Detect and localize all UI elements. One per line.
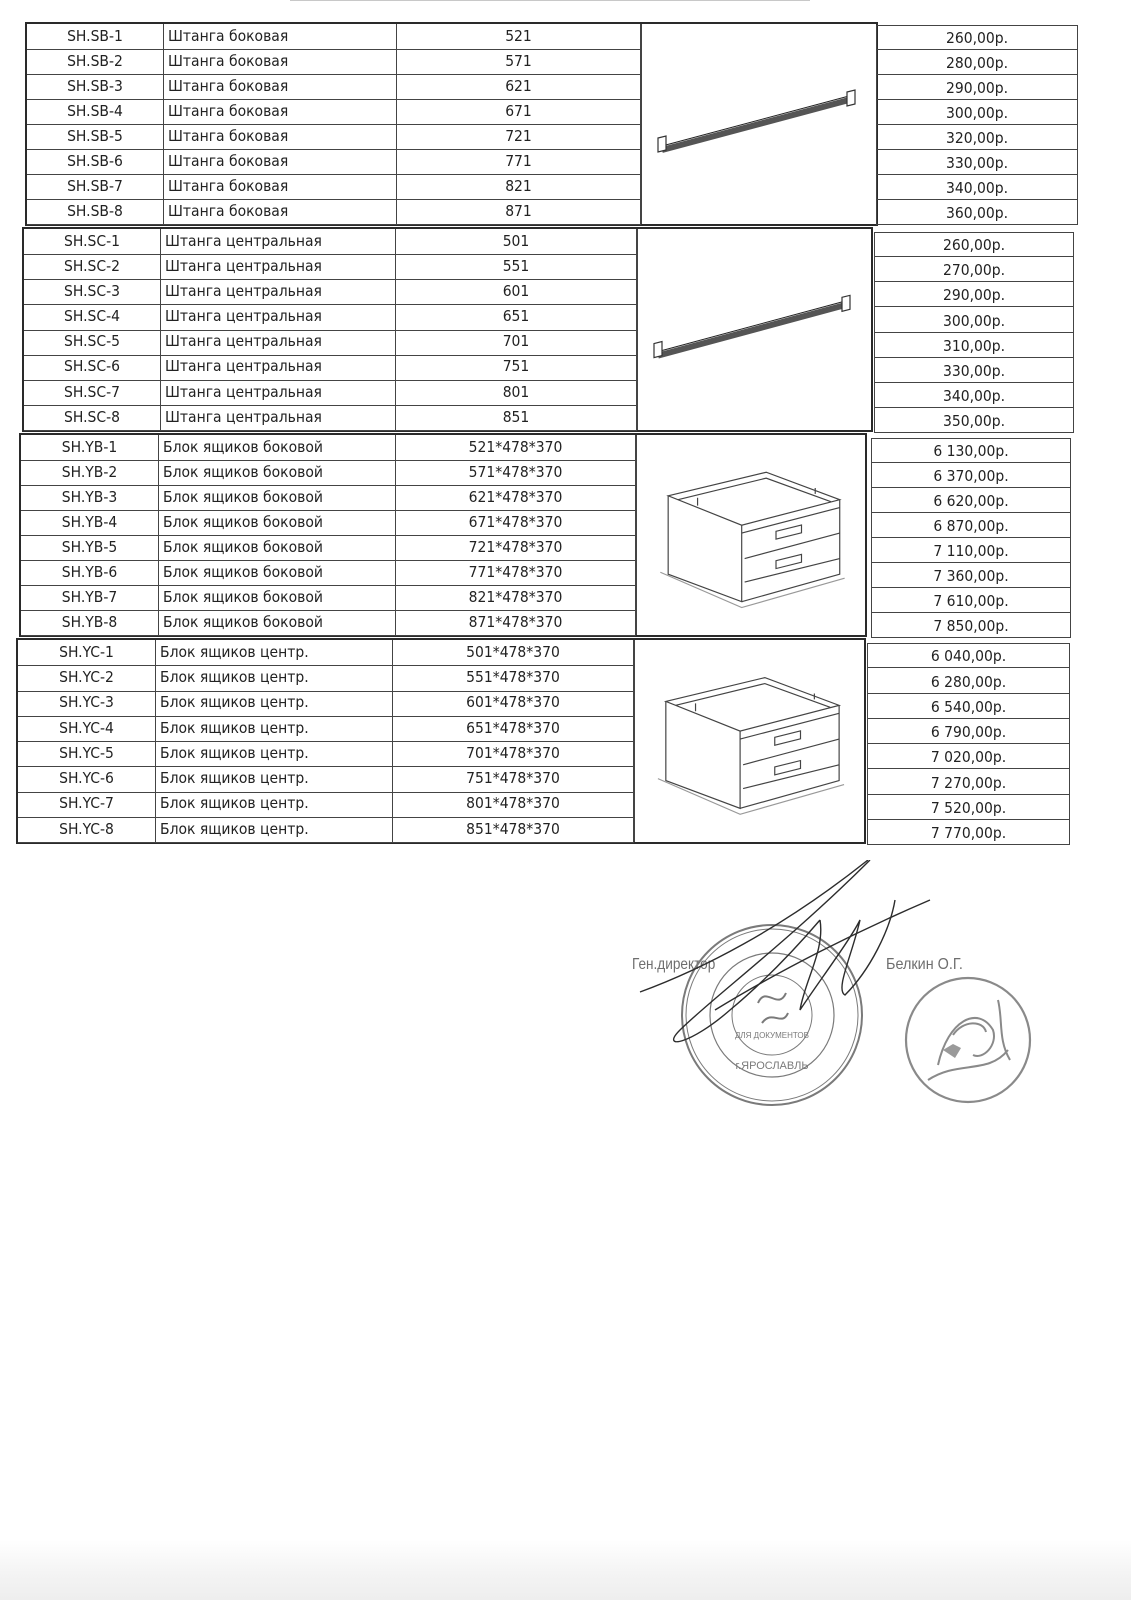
product-price: 6 540,00р. xyxy=(867,694,1070,719)
product-price: 7 020,00р. xyxy=(867,744,1070,769)
product-name: Штанга центральная xyxy=(161,279,396,304)
product-price: 330,00р. xyxy=(874,358,1074,383)
product-name: Штанга центральная xyxy=(161,304,396,329)
product-name: Блок ящиков центр. xyxy=(156,665,393,690)
table-row xyxy=(18,640,634,666)
side-rod-drawing xyxy=(641,24,877,224)
product-code: SH.YB-4 xyxy=(21,510,159,535)
table-row xyxy=(21,485,636,511)
table-row xyxy=(27,74,641,100)
product-code: SH.YC-7 xyxy=(18,792,156,817)
product-code: SH.SB-2 xyxy=(27,49,164,74)
product-size: 671 xyxy=(397,99,641,124)
product-size: 671*478*370 xyxy=(396,510,636,535)
product-code: SH.SB-6 xyxy=(27,149,164,174)
product-code: SH.SC-4 xyxy=(24,304,161,329)
product-price: 350,00р. xyxy=(874,408,1074,433)
product-price: 6 870,00р. xyxy=(871,513,1071,538)
product-code: SH.SC-2 xyxy=(24,254,161,279)
product-size: 571 xyxy=(397,49,641,74)
product-name: Штанга боковая xyxy=(164,149,397,174)
product-price: 6 370,00р. xyxy=(871,463,1071,488)
product-size: 701*478*370 xyxy=(393,741,634,766)
product-code: SH.YC-3 xyxy=(18,691,156,716)
product-name: Блок ящиков боковой xyxy=(159,560,396,585)
product-name: Штанга центральная xyxy=(161,405,396,430)
product-name: Блок ящиков центр. xyxy=(156,716,393,741)
product-code: SH.SC-7 xyxy=(24,380,161,405)
product-price: 260,00р. xyxy=(874,232,1074,257)
product-code: SH.SB-7 xyxy=(27,174,164,199)
product-name: Штанга боковая xyxy=(164,99,397,124)
table-row xyxy=(18,766,634,792)
product-code: SH.YB-3 xyxy=(21,485,159,510)
table-row xyxy=(21,535,636,561)
product-name: Штанга центральная xyxy=(161,254,396,279)
product-name: Блок ящиков центр. xyxy=(156,792,393,817)
product-name: Блок ящиков центр. xyxy=(156,640,393,665)
central-rod-drawing xyxy=(637,229,872,430)
product-price: 300,00р. xyxy=(874,307,1074,332)
product-code: SH.YC-4 xyxy=(18,716,156,741)
product-code: SH.YC-6 xyxy=(18,766,156,791)
svg-text:г.ЯРОСЛАВЛЬ: г.ЯРОСЛАВЛЬ xyxy=(735,1060,809,1072)
product-name: Блок ящиков боковой xyxy=(159,535,396,560)
product-size: 801 xyxy=(396,380,637,405)
product-code: SH.SC-8 xyxy=(24,405,161,430)
bird-seal xyxy=(906,978,1030,1102)
table-row xyxy=(21,510,636,536)
signature-and-stamps xyxy=(620,860,1040,1120)
product-price: 7 110,00р. xyxy=(871,538,1071,563)
product-code: SH.SB-5 xyxy=(27,124,164,149)
table-row xyxy=(18,716,634,742)
product-price: 6 280,00р. xyxy=(867,668,1070,693)
side-drawer-block-drawing xyxy=(636,435,866,635)
product-size: 601*478*370 xyxy=(393,691,634,716)
table-row xyxy=(24,254,637,280)
product-name: Блок ящиков центр. xyxy=(156,817,393,842)
signatory-name: Белкин О.Г. xyxy=(886,956,963,973)
table-row xyxy=(27,149,641,175)
table-row xyxy=(21,435,636,461)
product-price: 7 850,00р. xyxy=(871,613,1071,638)
table-row xyxy=(18,691,634,717)
product-code: SH.SC-5 xyxy=(24,330,161,355)
product-code: SH.SB-8 xyxy=(27,199,164,224)
product-size: 501*478*370 xyxy=(393,640,634,665)
product-code: SH.YC-1 xyxy=(18,640,156,665)
product-name: Штанга боковая xyxy=(164,124,397,149)
product-name: Блок ящиков боковой xyxy=(159,610,396,635)
table-row xyxy=(27,24,641,50)
product-price: 330,00р. xyxy=(876,150,1078,175)
product-size: 851 xyxy=(396,405,637,430)
product-size: 521 xyxy=(397,24,641,49)
product-code: SH.YC-2 xyxy=(18,665,156,690)
product-name: Штанга центральная xyxy=(161,355,396,380)
product-price: 280,00р. xyxy=(876,50,1078,75)
product-price: 290,00р. xyxy=(876,75,1078,100)
table-row xyxy=(24,330,637,356)
product-size: 571*478*370 xyxy=(396,460,636,485)
product-code: SH.YC-8 xyxy=(18,817,156,842)
product-code: SH.SC-3 xyxy=(24,279,161,304)
product-name: Штанга центральная xyxy=(161,330,396,355)
product-name: Штанга боковая xyxy=(164,199,397,224)
table-group xyxy=(22,227,873,432)
product-size: 651*478*370 xyxy=(393,716,634,741)
product-size: 721 xyxy=(397,124,641,149)
table-group xyxy=(25,22,878,226)
table-group xyxy=(16,638,866,844)
product-name: Блок ящиков боковой xyxy=(159,510,396,535)
product-name: Блок ящиков центр. xyxy=(156,741,393,766)
table-row xyxy=(24,380,637,406)
product-code: SH.SB-3 xyxy=(27,74,164,99)
product-size: 801*478*370 xyxy=(393,792,634,817)
product-price: 360,00р. xyxy=(876,200,1078,225)
product-name: Блок ящиков центр. xyxy=(156,691,393,716)
table-row xyxy=(27,49,641,75)
product-price: 340,00р. xyxy=(874,383,1074,408)
product-name: Блок ящиков боковой xyxy=(159,460,396,485)
product-size: 771*478*370 xyxy=(396,560,636,585)
product-code: SH.YB-1 xyxy=(21,435,159,460)
product-code: SH.YC-5 xyxy=(18,741,156,766)
product-name: Штанга боковая xyxy=(164,24,397,49)
product-size: 871 xyxy=(397,199,641,224)
product-size: 651 xyxy=(396,304,637,329)
product-price: 270,00р. xyxy=(874,257,1074,282)
central-drawer-block-drawing xyxy=(634,640,865,842)
product-price: 6 620,00р. xyxy=(871,488,1071,513)
product-code: SH.SC-6 xyxy=(24,355,161,380)
product-name: Штанга боковая xyxy=(164,49,397,74)
product-name: Блок ящиков боковой xyxy=(159,435,396,460)
table-row xyxy=(27,174,641,200)
product-size: 621 xyxy=(397,74,641,99)
product-size: 621*478*370 xyxy=(396,485,636,510)
product-price: 300,00р. xyxy=(876,100,1078,125)
product-size: 501 xyxy=(396,229,637,254)
product-code: SH.SC-1 xyxy=(24,229,161,254)
table-row xyxy=(18,665,634,691)
product-code: SH.YB-2 xyxy=(21,460,159,485)
table-row xyxy=(21,460,636,486)
product-size: 721*478*370 xyxy=(396,535,636,560)
table-row xyxy=(27,199,641,225)
product-size: 821*478*370 xyxy=(396,585,636,610)
product-price: 6 130,00р. xyxy=(871,438,1071,463)
product-size: 521*478*370 xyxy=(396,435,636,460)
product-price: 7 360,00р. xyxy=(871,563,1071,588)
table-row xyxy=(18,792,634,818)
product-name: Блок ящиков боковой xyxy=(159,485,396,510)
product-name: Штанга центральная xyxy=(161,229,396,254)
product-price: 320,00р. xyxy=(876,125,1078,150)
table-row xyxy=(24,304,637,330)
product-price: 6 040,00р. xyxy=(867,643,1070,668)
product-name: Штанга центральная xyxy=(161,380,396,405)
product-price: 260,00р. xyxy=(876,25,1078,50)
product-code: SH.SB-4 xyxy=(27,99,164,124)
product-size: 751*478*370 xyxy=(393,766,634,791)
product-name: Блок ящиков центр. xyxy=(156,766,393,791)
product-code: SH.YB-6 xyxy=(21,560,159,585)
table-row xyxy=(27,124,641,150)
product-size: 871*478*370 xyxy=(396,610,636,635)
product-size: 751 xyxy=(396,355,637,380)
product-size: 701 xyxy=(396,330,637,355)
product-price: 290,00р. xyxy=(874,282,1074,307)
table-row xyxy=(24,405,637,431)
table-row xyxy=(27,99,641,125)
product-size: 551*478*370 xyxy=(393,665,634,690)
table-row xyxy=(18,741,634,767)
product-size: 851*478*370 xyxy=(393,817,634,842)
page-top-edge xyxy=(290,0,810,1)
product-price: 7 770,00р. xyxy=(867,820,1070,845)
svg-text:ДЛЯ ДОКУМЕНТОВ: ДЛЯ ДОКУМЕНТОВ xyxy=(734,1031,810,1040)
product-code: SH.YB-8 xyxy=(21,610,159,635)
product-price: 310,00р. xyxy=(874,333,1074,358)
table-row xyxy=(24,279,637,305)
scan-artifact-band xyxy=(0,1540,1131,1600)
table-row xyxy=(18,817,634,843)
product-price: 6 790,00р. xyxy=(867,719,1070,744)
product-size: 771 xyxy=(397,149,641,174)
table-row xyxy=(24,355,637,381)
product-name: Блок ящиков боковой xyxy=(159,585,396,610)
signatory-title: Ген.директор xyxy=(632,956,716,973)
handwritten-signature xyxy=(640,860,930,1042)
product-code: SH.YB-7 xyxy=(21,585,159,610)
product-name: Штанга боковая xyxy=(164,174,397,199)
table-group xyxy=(19,433,867,637)
table-row xyxy=(21,610,636,636)
table-row xyxy=(24,229,637,255)
product-size: 821 xyxy=(397,174,641,199)
product-size: 601 xyxy=(396,279,637,304)
product-code: SH.SB-1 xyxy=(27,24,164,49)
product-price: 7 610,00р. xyxy=(871,588,1071,613)
product-price: 340,00р. xyxy=(876,175,1078,200)
table-row xyxy=(21,560,636,586)
product-price: 7 270,00р. xyxy=(867,769,1070,794)
product-code: SH.YB-5 xyxy=(21,535,159,560)
table-row xyxy=(21,585,636,611)
product-size: 551 xyxy=(396,254,637,279)
company-stamp xyxy=(682,925,862,1105)
product-name: Штанга боковая xyxy=(164,74,397,99)
product-price: 7 520,00р. xyxy=(867,795,1070,820)
